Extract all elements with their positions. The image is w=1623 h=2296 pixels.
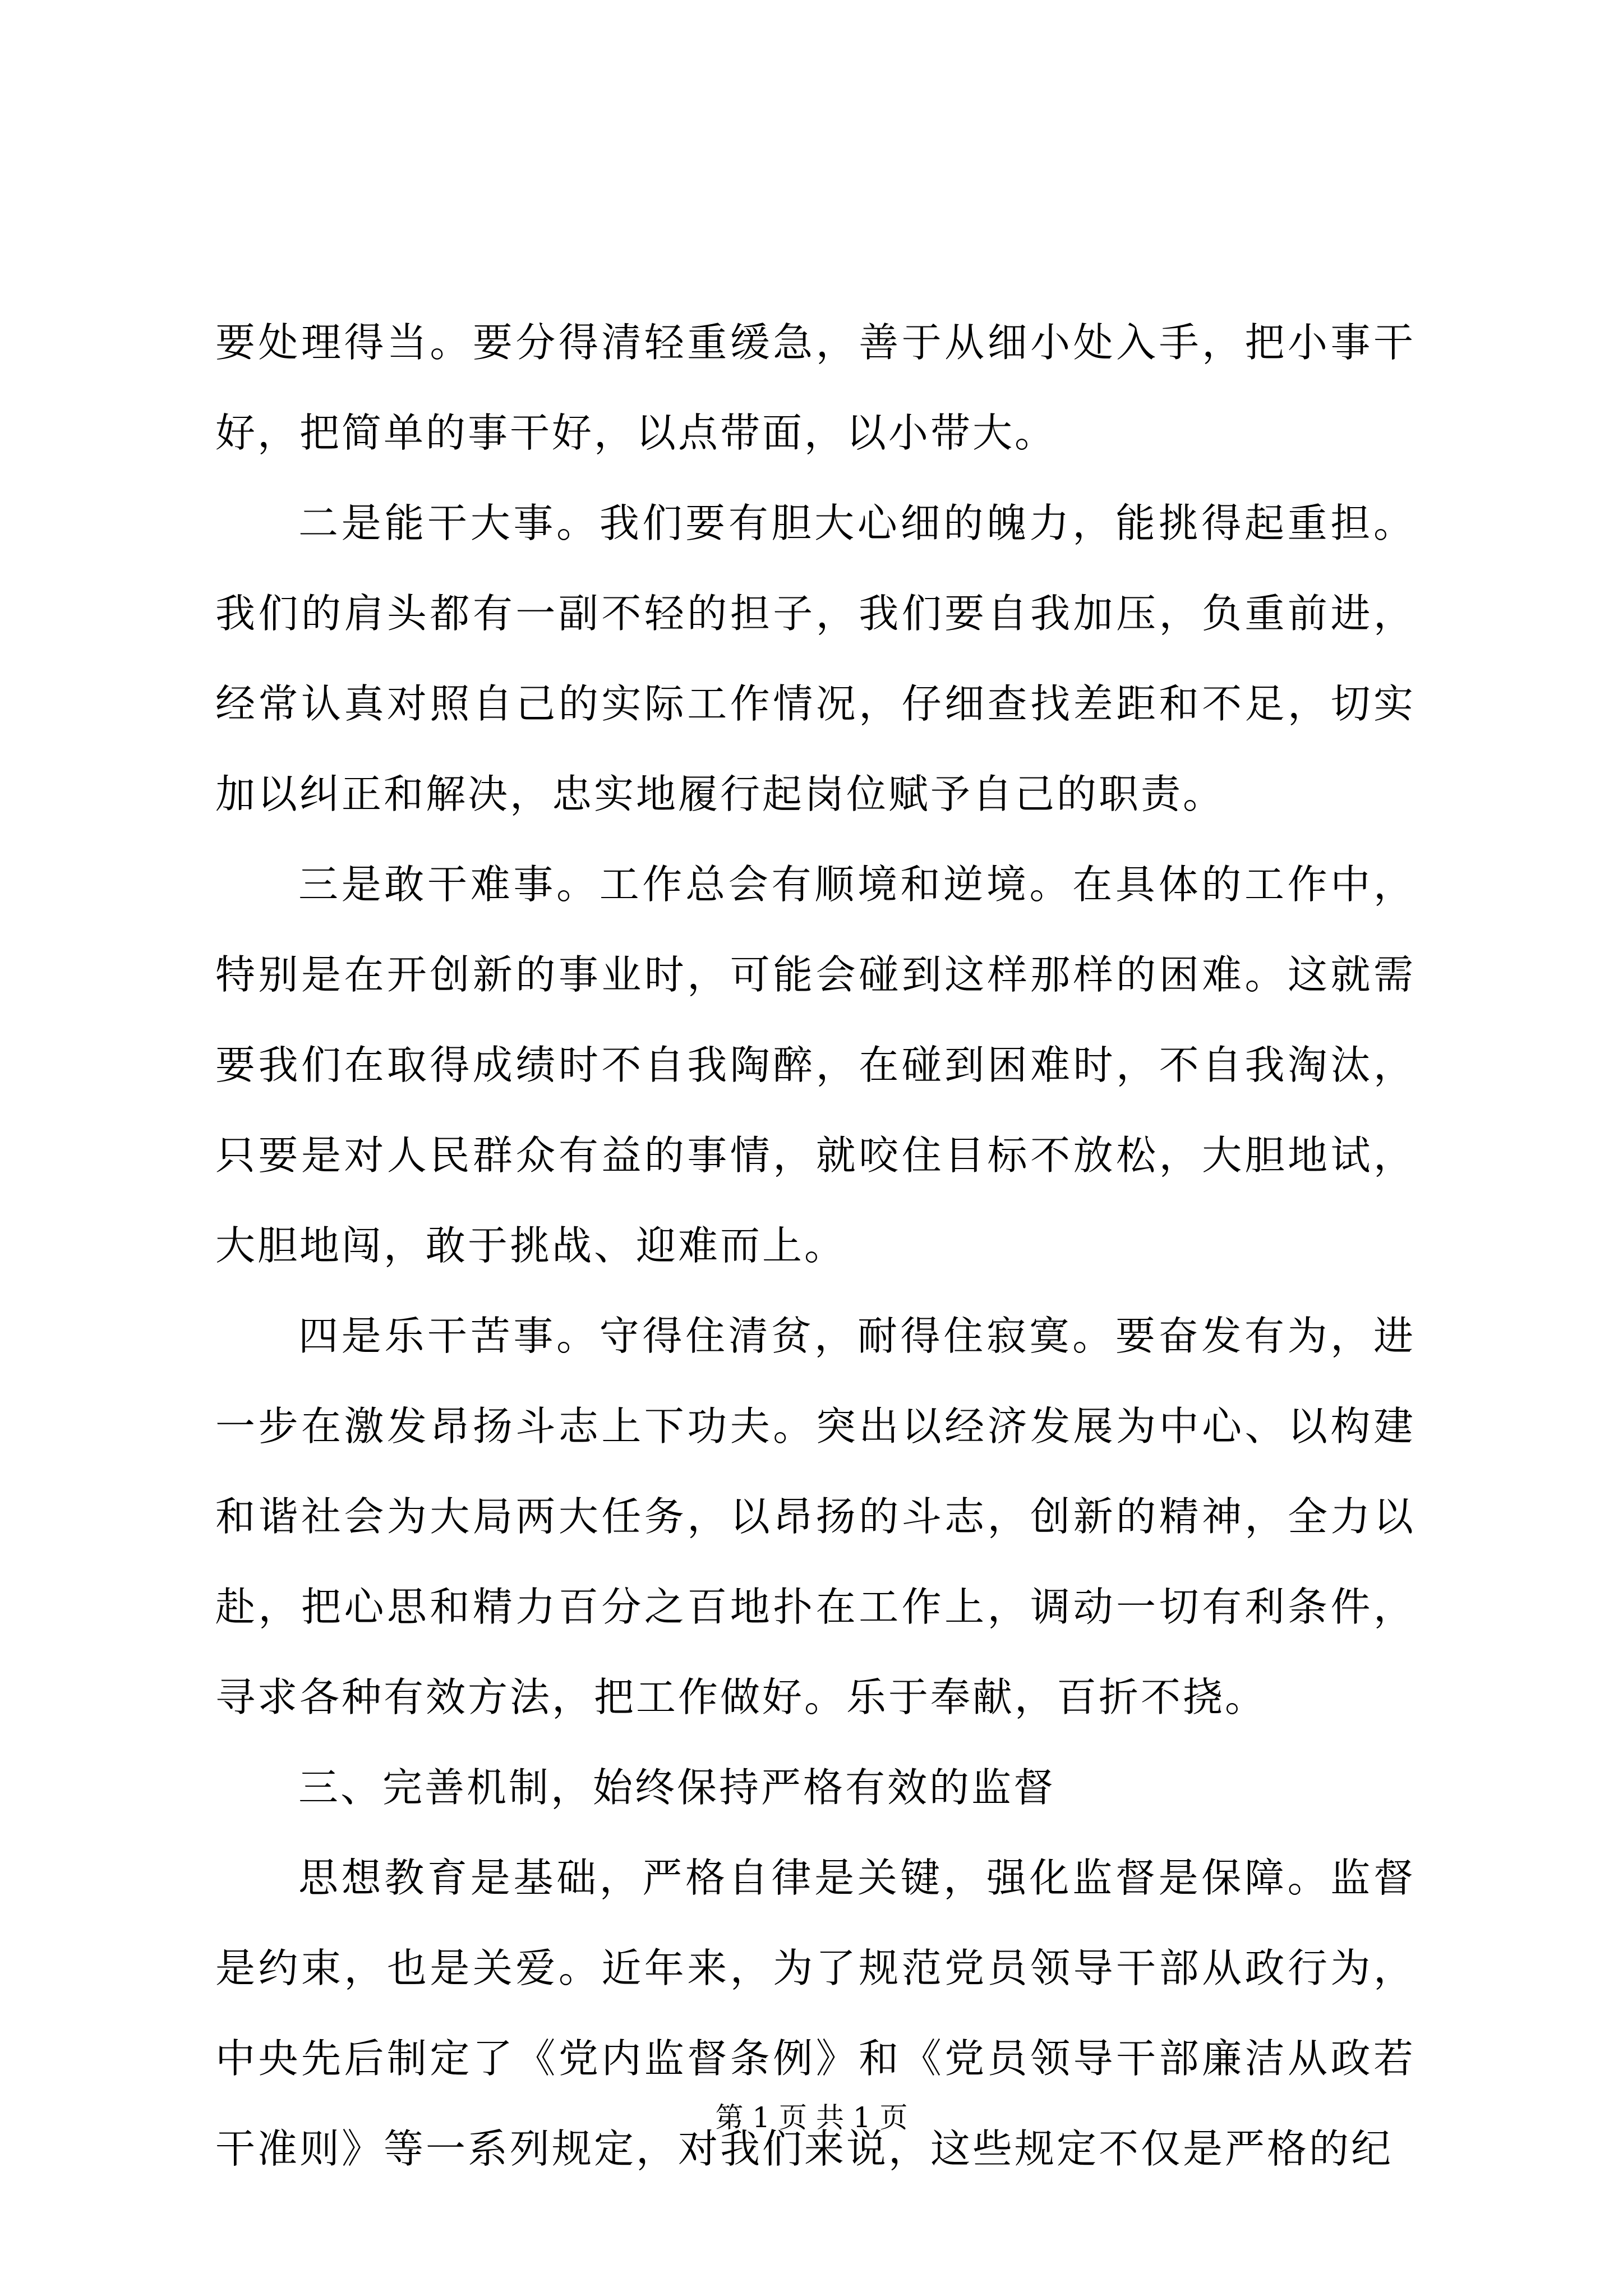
page-footer: 第 1 页 共 1 页 [715,2101,908,2134]
paragraph-4: 四是乐干苦事。守得住清贫，耐得住寂寞。要奋发有为，进一步在激发昂扬斗志上下功夫。突出以经济发展为中心、以构建和谐社会为大局两大任务，以昂扬的斗志，创新的精神，全力以赴，把心思和精力百分之百地扑在工作上，调动一切有利条件，寻求各种有效方法，把工作做好。乐于奉献，百折不挠。 [215,1313,1415,1720]
paragraph-2: 二是能干大事。我们要有胆大心细的魄力，能挑得起重担。我们的肩头都有一副不轻的担子，我们要自我加压，负重前进，经常认真对照自己的实际工作情况，仔细查找差距和不足，切实加以纠正和解决，忠实地履行起岗位赋予自己的职责。 [215,500,1415,817]
document-body [215,297,1415,2194]
paragraph-1: 要处理得当。要分得清轻重缓急，善于从细小处入手，把小事干好，把简单的事干好，以点带面，以小带大。 [215,319,1415,456]
section-heading: 三、完善机制，始终保持严格有效的监督 [298,1764,1056,1811]
paragraph-6: 思想教育是基础，严格自律是关键，强化监督是保障。监督是约束，也是关爱。近年来，为了规范党员领导干部从政行为，中央先后制定了《党内监督条例》和《党员领导干部廉洁从政若干准则》等一系列规定，对我们来说，这些规定不仅是严格的纪 [215,1855,1415,2172]
paragraph-3: 三是敢干难事。工作总会有顺境和逆境。在具体的工作中，特别是在开创新的事业时，可能会碰到这样那样的困难。这就需要我们在取得成绩时不自我陶醉，在碰到困难时，不自我淘汰，只要是对人民群众有益的事情，就咬住目标不放松，大胆地试，大胆地闯，敢于挑战、迎难而上。 [215,861,1415,1269]
